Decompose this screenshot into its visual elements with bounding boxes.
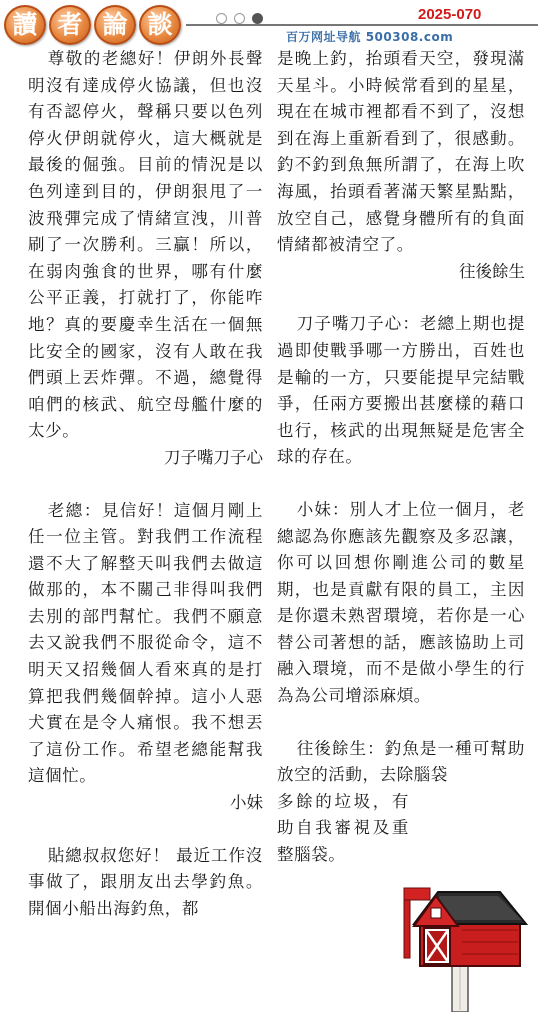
- title-char-2: 者: [49, 5, 91, 45]
- letter-signature: 刀子嘴刀子心: [164, 447, 263, 467]
- page-header: [0, 0, 538, 46]
- header-dot-filled-icon: [252, 13, 263, 24]
- site-credit: [286, 28, 453, 45]
- letter-signature: 往後餘生: [459, 261, 525, 281]
- letter-text: 老總：見信好！這個月剛上任一位主管。對我們工作流程還不大了解整天叫我們去做這做那的，本不關己非得叫我們去別的部門幫忙。我們不願意去又說我們不服從命令，這不明天又招幾個人看來真的是打算把我們幾個幹掉。這小人惡犬實在是令人痛恨。我不想丟了這份工作。希望老總能幫我這個忙。: [28, 500, 263, 786]
- title-char-4: 談: [139, 5, 181, 45]
- left-column: [28, 46, 263, 922]
- header-dot-icon: [216, 13, 227, 24]
- reply-text: 往後餘生：釣魚是一種可幫助放空的活動，去除腦袋: [277, 738, 525, 785]
- site-url: 500308.com: [365, 30, 454, 44]
- title-char-3: 論: [94, 5, 136, 45]
- letter-text: 貼總叔叔您好！ 最近工作沒事做了，跟朋友出去學釣魚。開個小船出海釣魚，都: [28, 845, 263, 918]
- header-divider: [186, 24, 538, 26]
- issue-number: 2025-070: [418, 6, 482, 23]
- title-char-1: 讀: [4, 5, 46, 45]
- header-dot-icon: [234, 13, 245, 24]
- right-column: [277, 46, 525, 869]
- letter-text: 尊敬的老總好！伊朗外長聲明沒有達成停火協議，但也沒有否認停火，聲稱只要以色列停火伊朗就停火，這大概就是最後的倔強。目前的情況是以色列達到目的，伊朗狠甩了一波飛彈完成了情緒宣洩，川普刷了一次勝利。三贏！所以，在弱肉強食的世界，哪有什麼公平正義，打就打了，你能咋地？真的要慶幸生活在一個無比安全的國家，沒有人敢在我們頭上丟炸彈。不過，總覺得咱們的核武、航空母艦什麼的太少。: [28, 49, 263, 441]
- reply-text: 小妹：別人才上位一個月，老總認為你應該先觀察及多忍讓，你可以回想你剛進公司的數星期，也是貢獻有限的員工，主因是你還未熟習環境，若你是一心替公司著想的話，應該協助上司融入環境，而不是做小學生的行為為公司增添麻煩。: [277, 499, 525, 706]
- reply-text: 刀子嘴刀子心：老總上期也提過即使戰爭哪一方勝出，百姓也是輸的一方，只要能提早完結戰爭，任兩方要搬出甚麼樣的藉口也行，核武的出現無疑是危害全球的存在。: [277, 314, 525, 467]
- letter-text: 是晚上釣，抬頭看天空，發現滿天星斗。小時候常看到的星星，現在在城市裡都看不到了，沒想到在海上重新看到了，很感動。釣不釣到魚無所謂了，在海上吹海風，抬頭看著滿天繁星點點，放空自己，感覺身體所有的負面情緒都被清空了。: [277, 49, 525, 255]
- reply-text-wrapped: 多餘的垃圾，有助自我審視及重整腦袋。: [277, 791, 409, 865]
- letter-signature: 小妹: [230, 793, 263, 813]
- mailbox-icon: [400, 870, 532, 1012]
- site-name: 百万网址导航: [286, 30, 362, 44]
